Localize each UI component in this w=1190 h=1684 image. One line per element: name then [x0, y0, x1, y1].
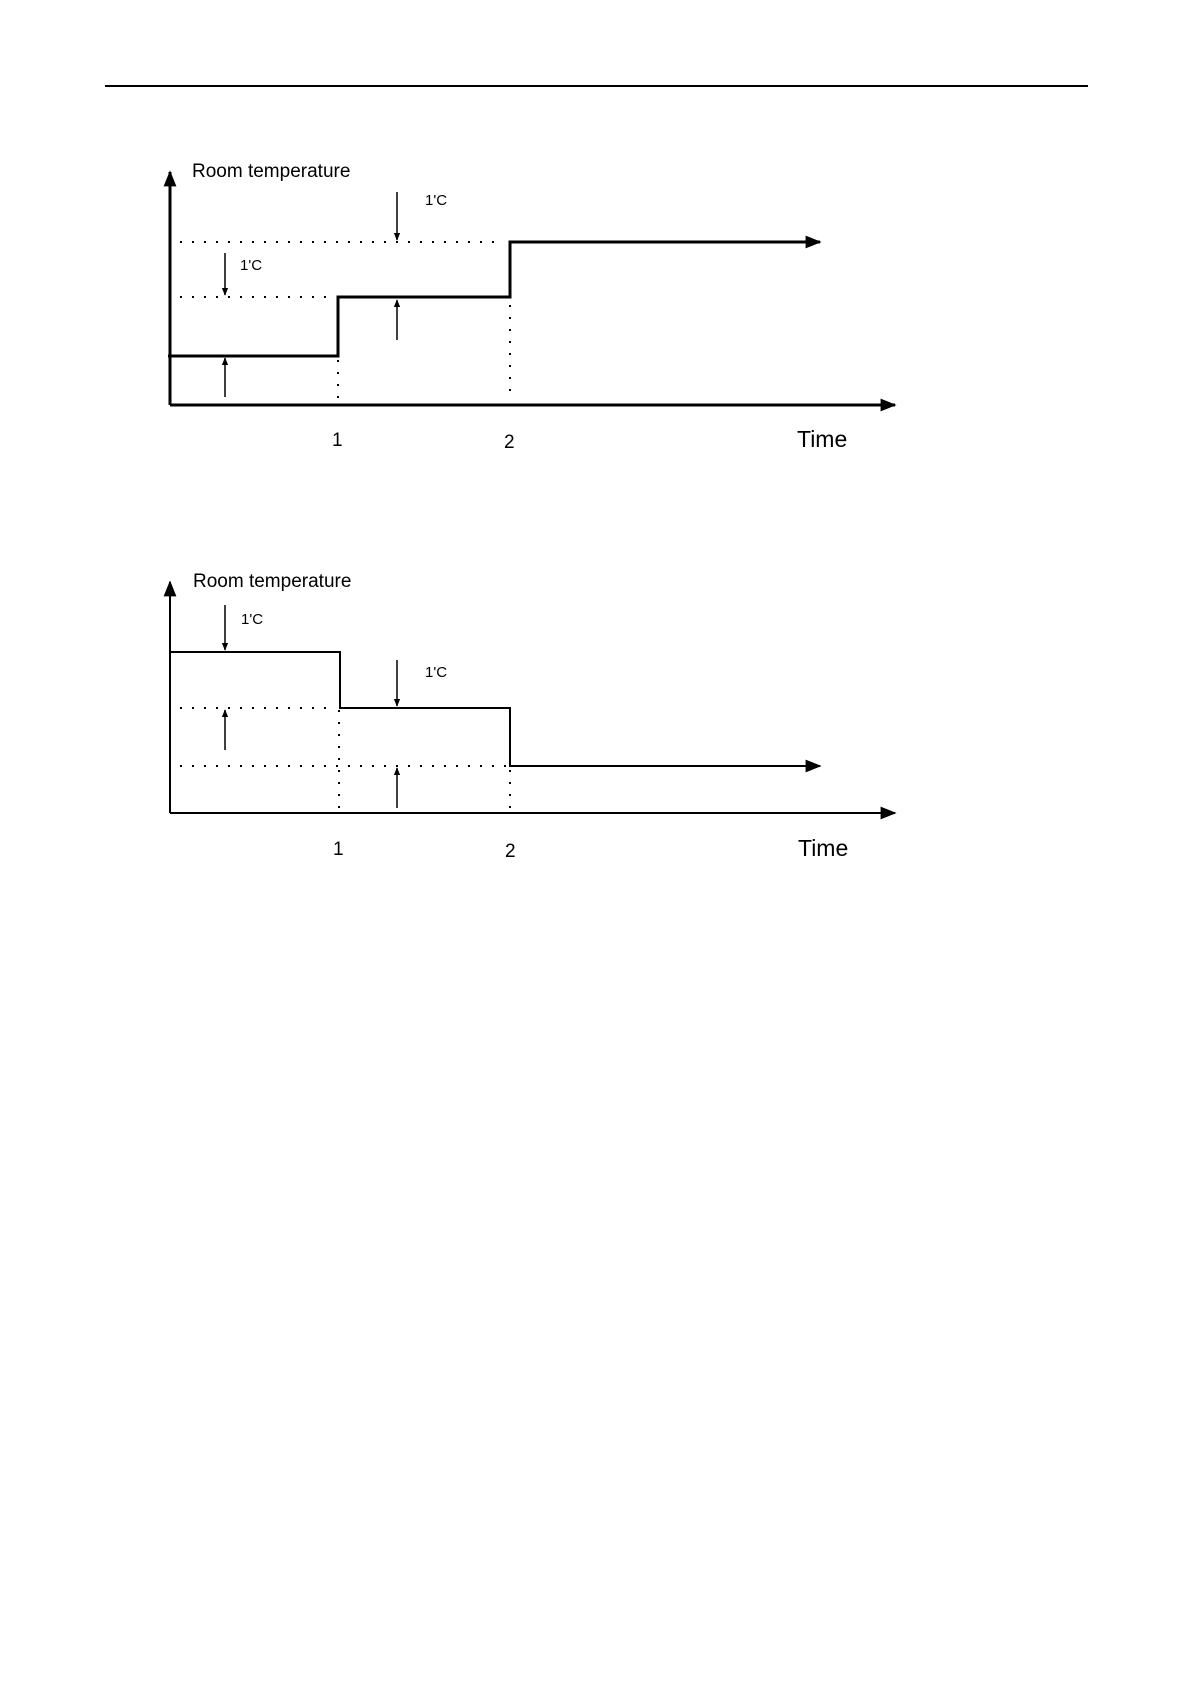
header-rule [105, 85, 1088, 87]
y-axis-label: Room temperature [192, 161, 351, 182]
step-label-lower: 1'C [240, 257, 263, 274]
x-axis-label: Time [797, 426, 848, 452]
diagram-temperature-fall [0, 560, 1190, 880]
x-axis-label: Time [798, 835, 849, 861]
diagram-temperature-rise [0, 150, 1190, 470]
x-tick-2: 2 [504, 432, 515, 453]
x-tick-1: 1 [332, 430, 343, 451]
x-tick-1: 1 [333, 839, 344, 860]
step-label-upper: 1'C [241, 611, 264, 628]
x-tick-2: 2 [505, 841, 516, 862]
y-axis-label: Room temperature [193, 571, 352, 592]
step-label-lower: 1'C [425, 664, 448, 681]
temperature-step-line [168, 242, 820, 356]
step-label-upper: 1'C [425, 192, 448, 209]
temperature-step-line [170, 652, 820, 766]
